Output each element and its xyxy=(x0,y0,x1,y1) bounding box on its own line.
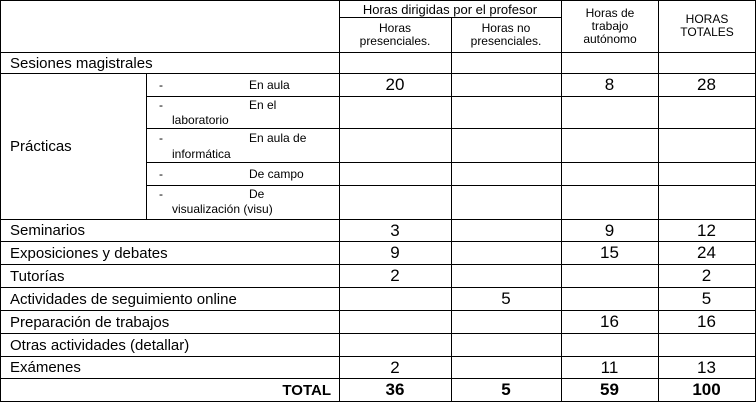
grid-line xyxy=(561,0,562,402)
cell-total-auto: 59 xyxy=(600,380,619,399)
header-totales: HORAS TOTALES xyxy=(680,12,734,39)
cell-seguimiento-total: 5 xyxy=(701,289,712,308)
cell-total-pres: 36 xyxy=(385,380,405,399)
cell-tutorias-pres: 2 xyxy=(390,266,400,285)
cell-examenes-auto: 11 xyxy=(600,357,619,377)
row-label-preparacion: Preparación de trabajos xyxy=(10,313,170,331)
header-presenciales: Horas presenciales. xyxy=(359,21,431,48)
header-group-title: Horas dirigidas por el profesor xyxy=(362,1,538,17)
row-label-seminarios: Seminarios xyxy=(10,222,86,239)
cell-preparacion-total: 16 xyxy=(697,312,716,331)
grid-line xyxy=(451,17,452,402)
row-label-otras: Otras actividades (detallar) xyxy=(10,336,190,354)
cell-en-aula-pres: 20 xyxy=(385,75,405,94)
practicas-dash: - xyxy=(159,187,163,201)
row-label-practicas: Prácticas xyxy=(10,138,72,155)
practicas-sub-laboratorio-b: laboratorio xyxy=(172,113,229,127)
cell-examenes-total: 13 xyxy=(697,357,716,377)
practicas-dash: - xyxy=(159,167,163,181)
cell-total-total: 100 xyxy=(692,380,721,399)
cell-seminarios-total: 12 xyxy=(697,220,716,240)
cell-seminarios-auto: 9 xyxy=(604,220,615,240)
practicas-sub-informatica-a: En aula de xyxy=(249,131,307,145)
cell-exposiciones-pres: 9 xyxy=(390,243,400,262)
practicas-sub-visualizacion-a: De xyxy=(249,187,265,201)
cell-en-aula-auto: 8 xyxy=(604,75,615,94)
practicas-dash: - xyxy=(159,98,163,112)
practicas-sub-laboratorio-a: En el xyxy=(249,98,277,112)
practicas-sub-en-aula: En aula xyxy=(249,78,290,92)
cell-seminarios-pres: 3 xyxy=(390,220,400,240)
grid-line xyxy=(658,0,659,402)
row-label-total: TOTAL xyxy=(282,381,331,399)
practicas-sub-informatica-b: informática xyxy=(172,147,231,161)
practicas-dash: - xyxy=(159,78,163,92)
practicas-dash: - xyxy=(159,131,163,145)
practicas-sub-de-campo: De campo xyxy=(249,167,304,181)
cell-seguimiento-nopres: 5 xyxy=(501,289,511,308)
row-label-tutorias: Tutorías xyxy=(10,267,65,285)
grid-line xyxy=(0,0,339,1)
header-autonomo: Horas de trabajo autónomo xyxy=(583,5,637,46)
cell-exposiciones-auto: 15 xyxy=(600,243,619,262)
cell-en-aula-total: 28 xyxy=(697,75,716,94)
row-label-examenes: Exámenes xyxy=(10,359,81,376)
row-label-exposiciones: Exposiciones y debates xyxy=(10,244,168,262)
cell-examenes-pres: 2 xyxy=(390,357,400,377)
cell-exposiciones-total: 24 xyxy=(697,243,716,262)
practicas-sub-visualizacion-b: visualización (visu) xyxy=(172,202,273,216)
row-label-seguimiento: Actividades de seguimiento online xyxy=(10,290,237,308)
grid-line xyxy=(339,0,340,402)
cell-tutorias-total: 2 xyxy=(701,266,712,285)
header-no-presenciales: Horas no presenciales. xyxy=(470,21,542,48)
row-label-sesiones: Sesiones magistrales xyxy=(10,54,153,72)
grid-line xyxy=(146,73,147,219)
cell-total-nopres: 5 xyxy=(501,380,511,399)
cell-preparacion-auto: 16 xyxy=(600,312,619,331)
